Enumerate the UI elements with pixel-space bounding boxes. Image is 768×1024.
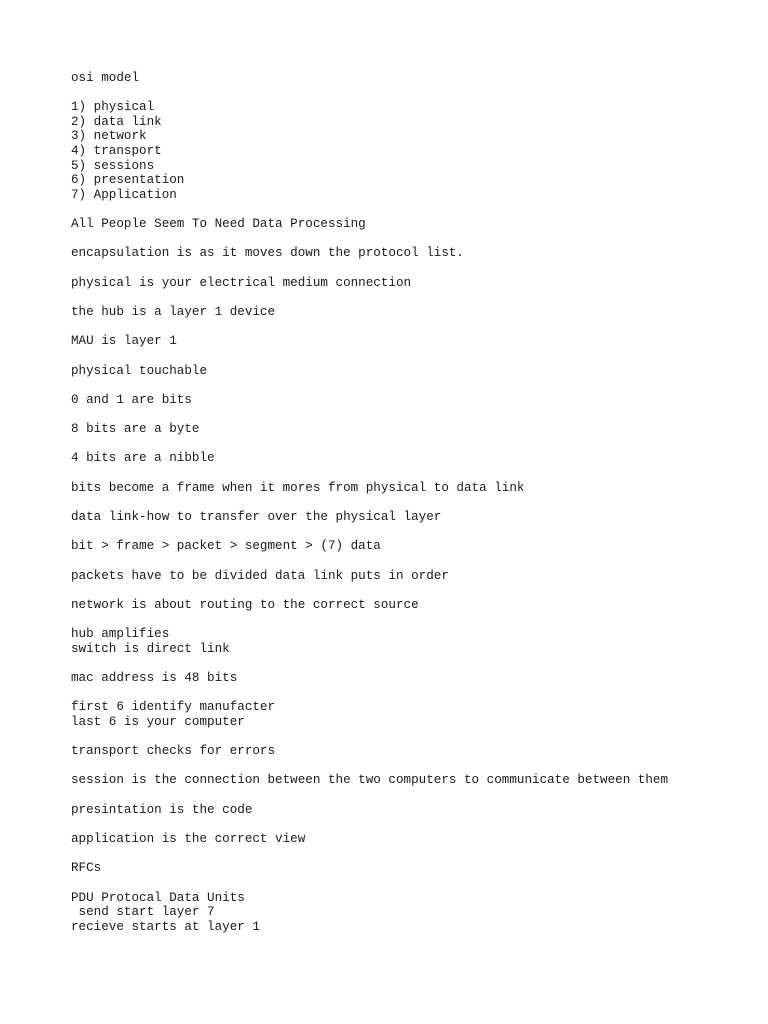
paragraph [71, 364, 751, 379]
paragraph [71, 71, 751, 86]
text-line: mac address is 48 bits [71, 670, 238, 685]
text-line: session is the connection between the two computers to communicate between them [71, 773, 669, 788]
text-line: 4) transport [71, 144, 162, 159]
paragraph [71, 744, 751, 759]
paragraph [71, 598, 751, 613]
document-page [71, 71, 751, 949]
paragraph [71, 569, 751, 584]
paragraph [71, 276, 751, 291]
text-line: presintation is the code [71, 802, 253, 817]
paragraph [71, 305, 751, 320]
paragraph [71, 393, 751, 408]
text-line: the hub is a layer 1 device [71, 304, 276, 319]
text-line: packets have to be divided data link puts in order [71, 568, 449, 583]
text-line: data link-how to transfer over the physical layer [71, 509, 442, 524]
text-line: physical touchable [71, 363, 208, 378]
text-line: hub amplifies [71, 627, 170, 642]
text-line: 4 bits are a nibble [71, 451, 215, 466]
text-line: bits become a frame when it mores from physical to data link [71, 480, 525, 495]
paragraph [71, 451, 751, 466]
paragraph [71, 481, 751, 496]
paragraph [71, 700, 751, 729]
text-line: osi model [71, 71, 140, 85]
paragraph [71, 246, 751, 261]
text-line: network is about routing to the correct source [71, 597, 419, 612]
paragraph [71, 803, 751, 818]
text-line: bit > frame > packet > segment > (7) data [71, 539, 381, 554]
paragraph [71, 627, 751, 656]
text-line: All People Seem To Need Data Processing [71, 217, 366, 232]
paragraph [71, 510, 751, 525]
paragraph [71, 334, 751, 349]
text-line: 5) sessions [71, 158, 155, 173]
text-line: 8 bits are a byte [71, 422, 200, 437]
text-line: 2) data link [71, 114, 162, 129]
paragraph [71, 671, 751, 686]
text-line: application is the correct view [71, 831, 306, 846]
text-line: physical is your electrical medium connection [71, 275, 412, 290]
text-line: send start layer 7 [71, 905, 215, 920]
text-line: 0 and 1 are bits [71, 392, 192, 407]
text-line: PDU Protocal Data Units [71, 890, 245, 905]
paragraph [71, 100, 751, 202]
paragraph [71, 891, 751, 935]
text-line: MAU is layer 1 [71, 334, 177, 349]
text-line: recieve starts at layer 1 [71, 919, 260, 934]
paragraph [71, 832, 751, 847]
paragraph [71, 217, 751, 232]
text-line: 7) Application [71, 187, 177, 202]
paragraph [71, 539, 751, 554]
text-line: 6) presentation [71, 173, 185, 188]
paragraph [71, 422, 751, 437]
text-line: encapsulation is as it moves down the protocol list. [71, 246, 464, 261]
text-line: switch is direct link [71, 641, 230, 656]
text-line: transport checks for errors [71, 744, 276, 759]
paragraph [71, 861, 751, 876]
paragraph [71, 773, 751, 788]
text-line: first 6 identify manufacter [71, 700, 276, 715]
text-line: RFCs [71, 861, 102, 876]
text-line: 3) network [71, 129, 147, 144]
text-line: last 6 is your computer [71, 714, 245, 729]
text-line: 1) physical [71, 100, 155, 115]
